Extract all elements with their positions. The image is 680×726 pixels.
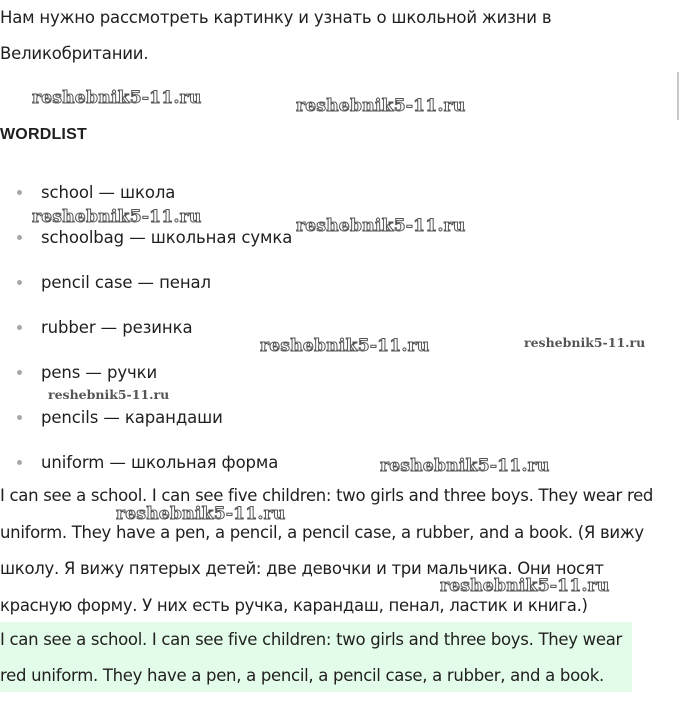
intro-text: Нам нужно рассмотреть картинку и узнать о школьной жизни в Великобритании.	[0, 8, 552, 63]
watermark-logo: reshebnik5-11.ru	[296, 96, 466, 116]
bullet-icon	[17, 370, 22, 375]
list-item	[0, 305, 292, 350]
bullet-icon	[17, 235, 22, 240]
watermark-logo: reshebnik5-11.ru	[32, 207, 202, 227]
word-entry: pens — ручки	[41, 363, 158, 382]
bullet-icon	[17, 280, 22, 285]
bullet-icon	[17, 190, 22, 195]
bullet-icon	[17, 415, 22, 420]
bullet-icon	[17, 325, 22, 330]
word-entry: pencils — карандаши	[41, 408, 223, 427]
watermark-logo: reshebnik5-11.ru	[296, 216, 466, 236]
list-item	[0, 260, 292, 305]
answer-highlight	[0, 622, 632, 692]
watermark-logo: reshebnik5-11.ru	[116, 504, 286, 524]
description-paragraph: I can see a school. I can see five children: two girls and three boys. They wear red uniform. They have a pen, a pencil, a pencil case, a rubber, and a book. (Я вижу школу. Я вижу пятерых детей: две девочки и три мальчика. Они носят красную форму. У них есть ручка, карандаш, пенал, ластик и книга.)	[0, 486, 654, 615]
word-entry: uniform — школьная форма	[41, 453, 279, 472]
watermark-logo: reshebnik5-11.ru	[260, 336, 430, 356]
scrollbar[interactable]	[677, 72, 679, 120]
watermark-logo: reshebnik5-11.ru	[380, 456, 550, 476]
wordlist-heading: WORDLIST	[0, 126, 87, 143]
watermark-logo: reshebnik5-11.ru	[440, 576, 610, 596]
watermark-logo: reshebnik5-11.ru	[32, 88, 202, 108]
word-entry: school — школа	[41, 183, 176, 202]
bullet-icon	[17, 460, 22, 465]
word-entry: pencil case — пенал	[41, 273, 211, 292]
answer-text: I can see a school. I can see five children: two girls and three boys. They wear red uniform. They have a pen, a pencil, a pencil case, a rubber, and a book.	[0, 630, 622, 685]
word-entry: schoolbag — школьная сумка	[41, 228, 293, 247]
watermark-logo: reshebnik5-11.ru	[48, 387, 170, 402]
word-entry: rubber — резинка	[41, 318, 193, 337]
watermark-logo: reshebnik5-11.ru	[524, 335, 646, 350]
